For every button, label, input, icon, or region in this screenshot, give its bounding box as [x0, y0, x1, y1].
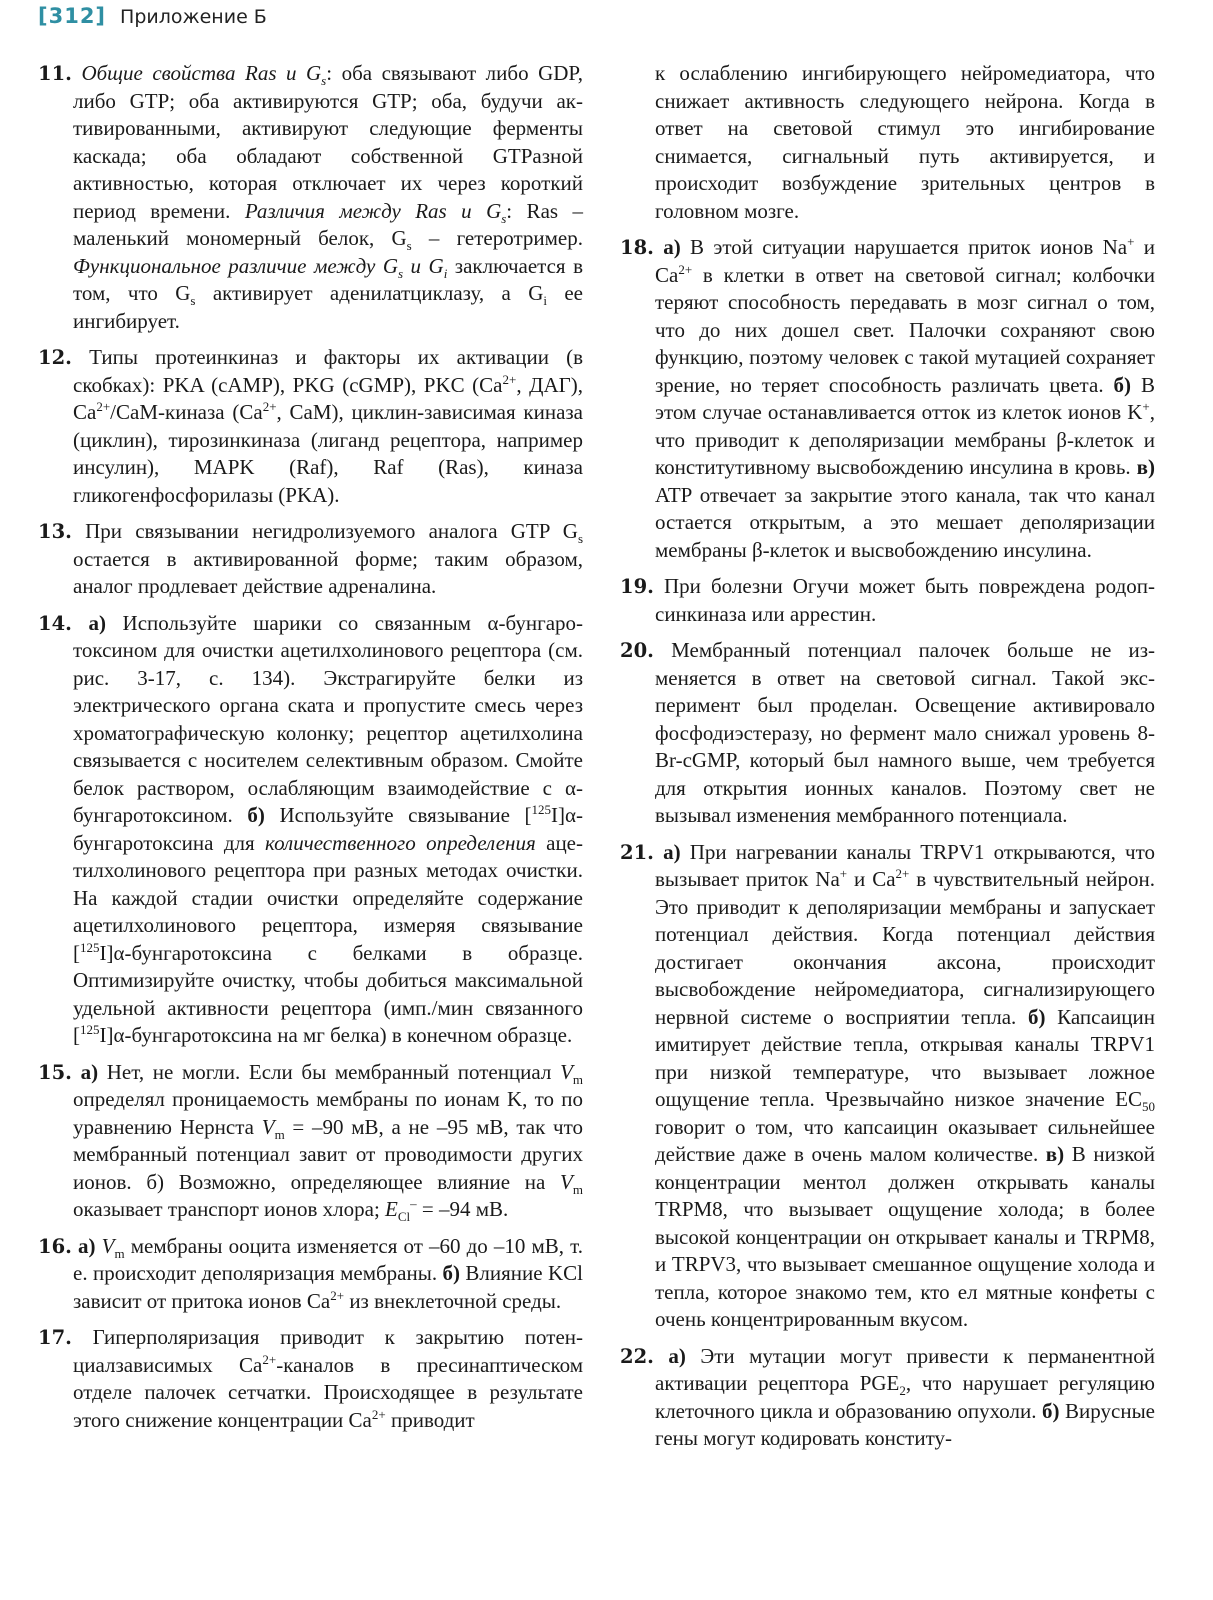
answer-13: 13. При связывании негидролизуемого аналога GTP $G_s$ остается в активированной форме; таким образом, аналог продлевает действие адреналина.: [38, 519, 584, 598]
answer-19: 19. При болезни Огучи может быть повреждена родопсинкиназа или аррестин.: [620, 574, 1155, 626]
answer-17-continued: к ослаблению ингибирующего нейромедиатора, что снижает активность следующего нейрона. Когда в ответ на световой стимул это ингибирование снимается, сигнальный путь активируется, и происходит возбуждение зрительных центров в головном мозге.: [655, 61, 1155, 223]
answer-20: 20. Мембранный потенциал палочек больше не изменяется в ответ на световой сигнал. Такой эксперимент был проделан. Освещение активировало фосфодиэстеразу, но фермент мало снижал уровень 8-Br-cGMP, который был намного выше, чем требуется для открытия ионных каналов. Поэтому свет не вызывал изменения мембранного потенциала.: [620, 638, 1156, 827]
answer-12: 12. Типы протеинкиназ и факторы их активации (в скобках): PKA (cAMP), PKG (cGMP), PKC ($Ca^{2+}$, ДАГ), $Ca^{2+}/CaM$-киназа ($Ca^{2+}$, CaM), циклин-зависимая киназа (циклин), тирозинкиназа (лиганд рецептора, например инсулин), MAPK (Raf), Raf (Ras), киназа гликогенфосфорилазы (PKA).: [38, 345, 584, 507]
answer-14: 14. а) Используйте шарики со связанным α-бунгаротоксином для очистки ацетилхолинового рецептора (см. рис. 3-17, с. 134). Экстрагируйте белки из электрического органа ската и пропустите смесь через хроматографическую колонку; рецептор ацетилхолина связывается с носителем селективным образом. Смойте белок раствором, ослабляющим взаимодействие с α-бунгаротоксином. б) Используйте связывание [$^{125}$I]α-бунгаротоксина для количественного определения ацетилхолинового рецептора при разных методах очистки. На каждой стадии очистки определяйте содержание ацетилхолинового рецептора, измеряя связывание [$^{125}$I]α-бунгаротоксина с белками в образце. Оптимизируйте очистку, чтобы добиться максимальной удельной активности рецептора (имп./мин связанного [$^{125}$I]α-бунгаротоксина на мг белка) в конечном образце.: [38, 610, 584, 1047]
answer-15: 15. а) Нет, не могли. Если бы мембранный потенциал $V_m$ определял проницаемость мембраны по ионам K, то по уравнению Нернста $V_m = -90$ мВ, а не –95 мВ, так что мембранный потенциал завит от проводимости других ионов. б) Возможно, определяющее влияние на $V_m$ оказывает транспорт ионов хлора; $E_{Cl}^- = -94$ мВ.: [38, 1059, 584, 1225]
answer-18: 18. а) В этой ситуации нарушается приток ионов Na+ и $Ca^{2+}$ в клетки в ответ на световой сигнал; колбочки теряют способность передавать в мозг сигнал о том, что до них дошел свет. Палочки сохраняют свою функцию, поэтому человек с такой мутацией сохраняет зрение, но теряет способность различать цвета. б) В этом случае останавливается отток из клеток ионов K+, что приводит к деполяризации мембраны β-клеток и конститутивному высвобождению инсулина в кровь. в) ATP отвечает за закрытие этого канала, так что канал остается открытым, а это мешает деполяризации мембраны β-клеток и высвобождению инсулина.: [620, 234, 1155, 562]
left-column: [38, 60, 583, 1443]
answer-11: 11. Общие свойства Ras и $G_s$: оба связывают либо GDP, либо GTP; оба активируются GTP; оба, будучи активированными, активируют следующие ферменты каскада; оба обладают собственной GTPазной активностью, которая отключает их через короткий период времени. Различия между Ras и $G_s$: Ras – маленький мономерный белок, $G_s$ – гетеротример. Функциональное различие между $G_s$ и $G_i$ заключается в том, что $G_s$ активирует аденилатциклазу, а $G_i$ ее ингибирует.: [38, 61, 584, 333]
answer-16: 16. а) $V_m$ мембраны ооцита изменяется от –60 до –10 мВ, т. е. происходит деполяризация мембраны. б) Влияние KCl зависит от притока ионов $Ca^{2+}$ из внеклеточной среды.: [38, 1233, 583, 1313]
answer-21: 21. а) При нагревании каналы TRPV1 открываются, что вызывает приток Na+ и $Ca^{2+}$ в чувствительный нейрон. Это приводит к деполяризации мембраны и запускает потенциал действия. Когда потенциал действия достигает окончания аксона, происходит высвобождение нейромедиатора, сигнализирующего нервной системе о восприятии тепла. б) Капсаицин имитирует действие тепла, открывая каналы TRPV1 при низкой температуре, что вызывает ложное ощущение тепла. Чрезвычайно низкое значение $EC_{50}$ говорит о том, что капсаицин оказывает сильнейшее действие даже в очень малом количестве. в) В низкой концентрации ментол должен открывать каналы TRPM8, что вызывает ощущение холода; в более высокой концентрации он открывает каналы и TRPM8, и TRPV3, что вызывает смешанное ощущение холода и тепла, которое знакомо тем, кто ел мятные конфеты с очень концентрированным вкусом.: [620, 839, 1156, 1331]
section-title: Приложение Б: [120, 6, 267, 28]
page-number: [312]: [38, 4, 107, 28]
page-header: [38, 4, 267, 38]
answer-17: 17. Гиперполяризация приводит к закрытию потенциалзависимых $Ca^{2+}$-каналов в пресинаптическом отделе палочек сетчатки. Происходящее в результате этого снижение концентрации $Ca^{2+}$ приводит: [38, 1325, 584, 1432]
right-column: [620, 60, 1155, 1462]
answer-22: 22. а) Эти мутации могут привести к перманентной активации рецептора $PGE_2$, что нарушает регуляцию клеточного цикла и образованию опухоли. б) Вирусные гены могут кодировать конститу-: [620, 1343, 1156, 1450]
